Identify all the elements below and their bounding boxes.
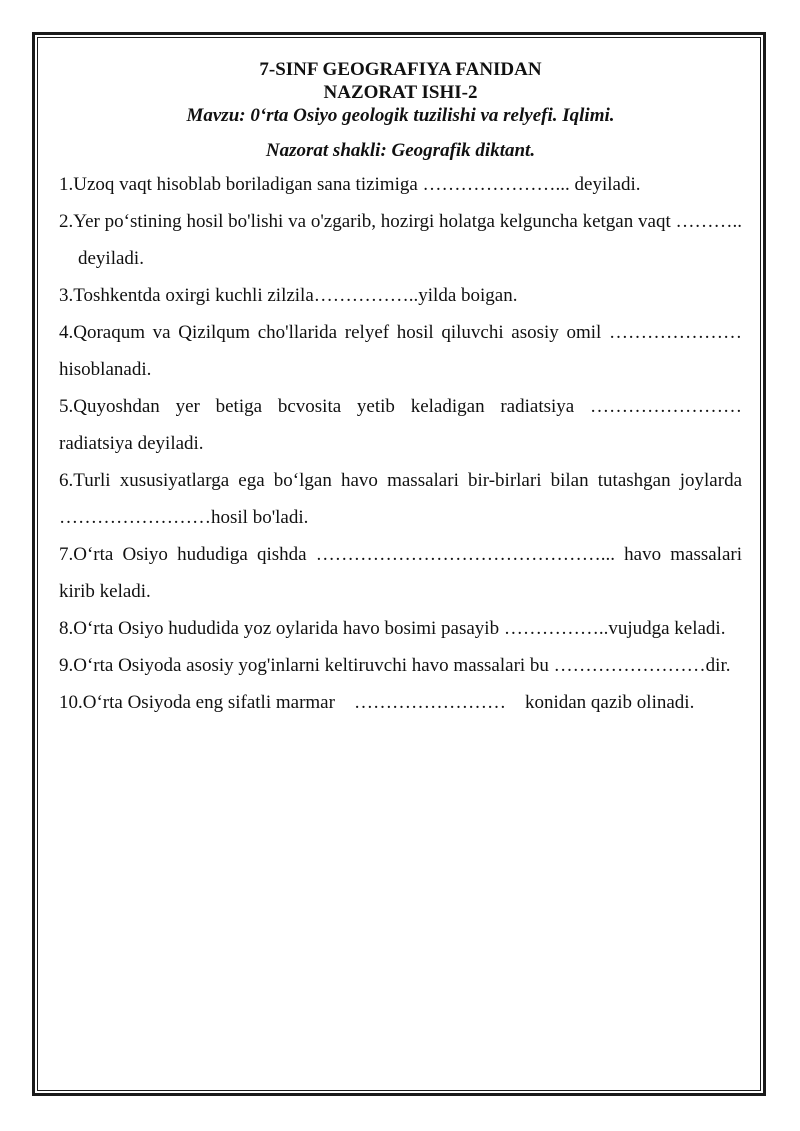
document-title-line2: NAZORAT ISHI-2	[323, 82, 478, 103]
document-title-line1: 7-SINF GEOGRAFIYA FANIDAN	[259, 59, 542, 80]
question-7: 7.O‘rta Osiyo hududiga qishda ………………………………………... havo massalari kirib keladi.	[59, 544, 742, 602]
question-3: 3.Toshkentda oxirgi kuchli zilzila……………..yilda boigan.	[59, 285, 518, 306]
question-8: 8.O‘rta Osiyo hududida yoz oylarida havo bosimi pasayib ……………..vujudga keladi.	[59, 618, 726, 639]
question-5: 5.Quyoshdan yer betiga bcvosita yetib keladigan radiatsiya …………………… radiatsiya deyiladi.	[59, 396, 742, 454]
question-4: 4.Qoraqum va Qizilqum cho'llarida relyef hosil qiluvchi asosiy omil …………………hisoblanadi.	[59, 322, 742, 380]
document-test-form: Nazorat shakli: Geografik diktant.	[265, 140, 536, 161]
question-10: 10.O‘rta Osiyoda eng sifatli marmar …………………… konidan qazib olinadi.	[59, 692, 695, 713]
document-topic: Mavzu: 0‘rta Osiyo geologik tuzilishi va relyefi. Iqlimi.	[186, 105, 615, 126]
question-6: 6.Turli xususiyatlarga ega bo‘lgan havo massalari bir-birlari bilan tutashgan joylarda ……………………hosil bo'ladi.	[59, 470, 742, 528]
question-list	[59, 166, 742, 721]
question-9: 9.O‘rta Osiyoda asosiy yog'inlarni keltiruvchi havo massalari bu ……………………dir.	[59, 655, 731, 676]
question-2: 2.Yer po‘stining hosil bo'lishi va o'zgarib, hozirgi holatga kelguncha ketgan vaqt ……….. deyiladi.	[59, 211, 742, 269]
question-1: 1.Uzoq vaqt hisoblab boriladigan sana tizimiga …………………... deyiladi.	[59, 174, 641, 195]
document-body	[59, 58, 742, 721]
